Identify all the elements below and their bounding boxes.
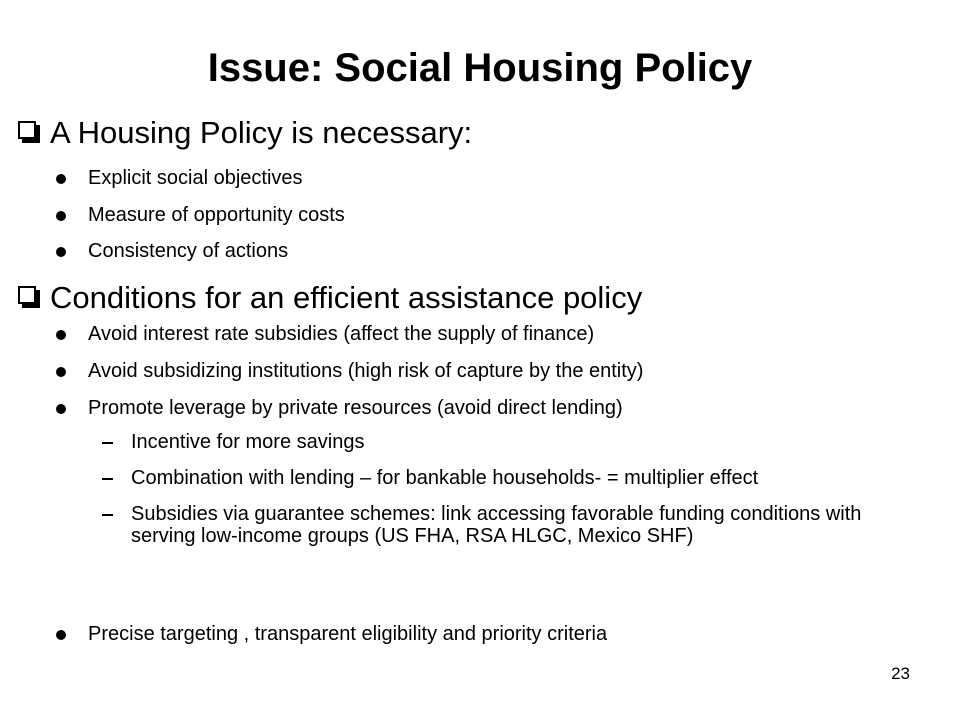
section-assistance-policy bbox=[18, 280, 938, 316]
bullet-dot-icon bbox=[56, 247, 66, 257]
page-number: 23 bbox=[891, 664, 910, 683]
dash-bullet-icon bbox=[102, 478, 113, 480]
list-item: Explicit social objectives bbox=[18, 166, 938, 190]
section-heading bbox=[18, 115, 938, 151]
list-item: Promote leverage by private resources (avoid direct lending) bbox=[18, 396, 938, 420]
list-item: Avoid subsidizing institutions (high risk of capture by the entity) bbox=[18, 359, 938, 383]
slide-title: Issue: Social Housing Policy bbox=[207, 46, 753, 90]
bullet-dot-icon bbox=[56, 211, 66, 221]
dash-bullet-icon bbox=[102, 514, 113, 516]
bullet-dot-icon bbox=[56, 404, 66, 414]
leverage-sub-bullets bbox=[18, 431, 938, 547]
section-housing-policy bbox=[18, 115, 938, 151]
sub-list-item: Incentive for more savings bbox=[18, 431, 938, 453]
checkbox-bullet-icon bbox=[18, 121, 42, 145]
sub-list-item: Combination with lending – for bankable households- = multiplier effect bbox=[18, 467, 938, 489]
section-heading-text: A Housing Policy is necessary: bbox=[50, 115, 473, 150]
sub-list-item: Subsidies via guarantee schemes: link accessing favorable funding conditions with serving low-income groups (US FHA, RSA HLGC, Mexico SHF) bbox=[18, 503, 938, 547]
assistance-policy-bullets bbox=[18, 322, 938, 420]
list-item: Consistency of actions bbox=[18, 239, 938, 263]
list-item: Avoid interest rate subsidies (affect the supply of finance) bbox=[18, 322, 938, 346]
bullet-dot-icon bbox=[56, 630, 66, 640]
section-heading-text: Conditions for an efficient assistance policy bbox=[50, 280, 643, 315]
section-heading bbox=[18, 280, 938, 316]
dash-bullet-icon bbox=[102, 442, 113, 444]
bullet-dot-icon bbox=[56, 367, 66, 377]
checkbox-bullet-icon bbox=[18, 286, 42, 310]
housing-policy-bullets bbox=[18, 166, 938, 263]
list-item: Measure of opportunity costs bbox=[18, 203, 938, 227]
bullet-dot-icon bbox=[56, 330, 66, 340]
list-item: Precise targeting , transparent eligibility and priority criteria bbox=[18, 622, 938, 646]
final-bullet-list bbox=[18, 622, 938, 646]
bullet-dot-icon bbox=[56, 174, 66, 184]
